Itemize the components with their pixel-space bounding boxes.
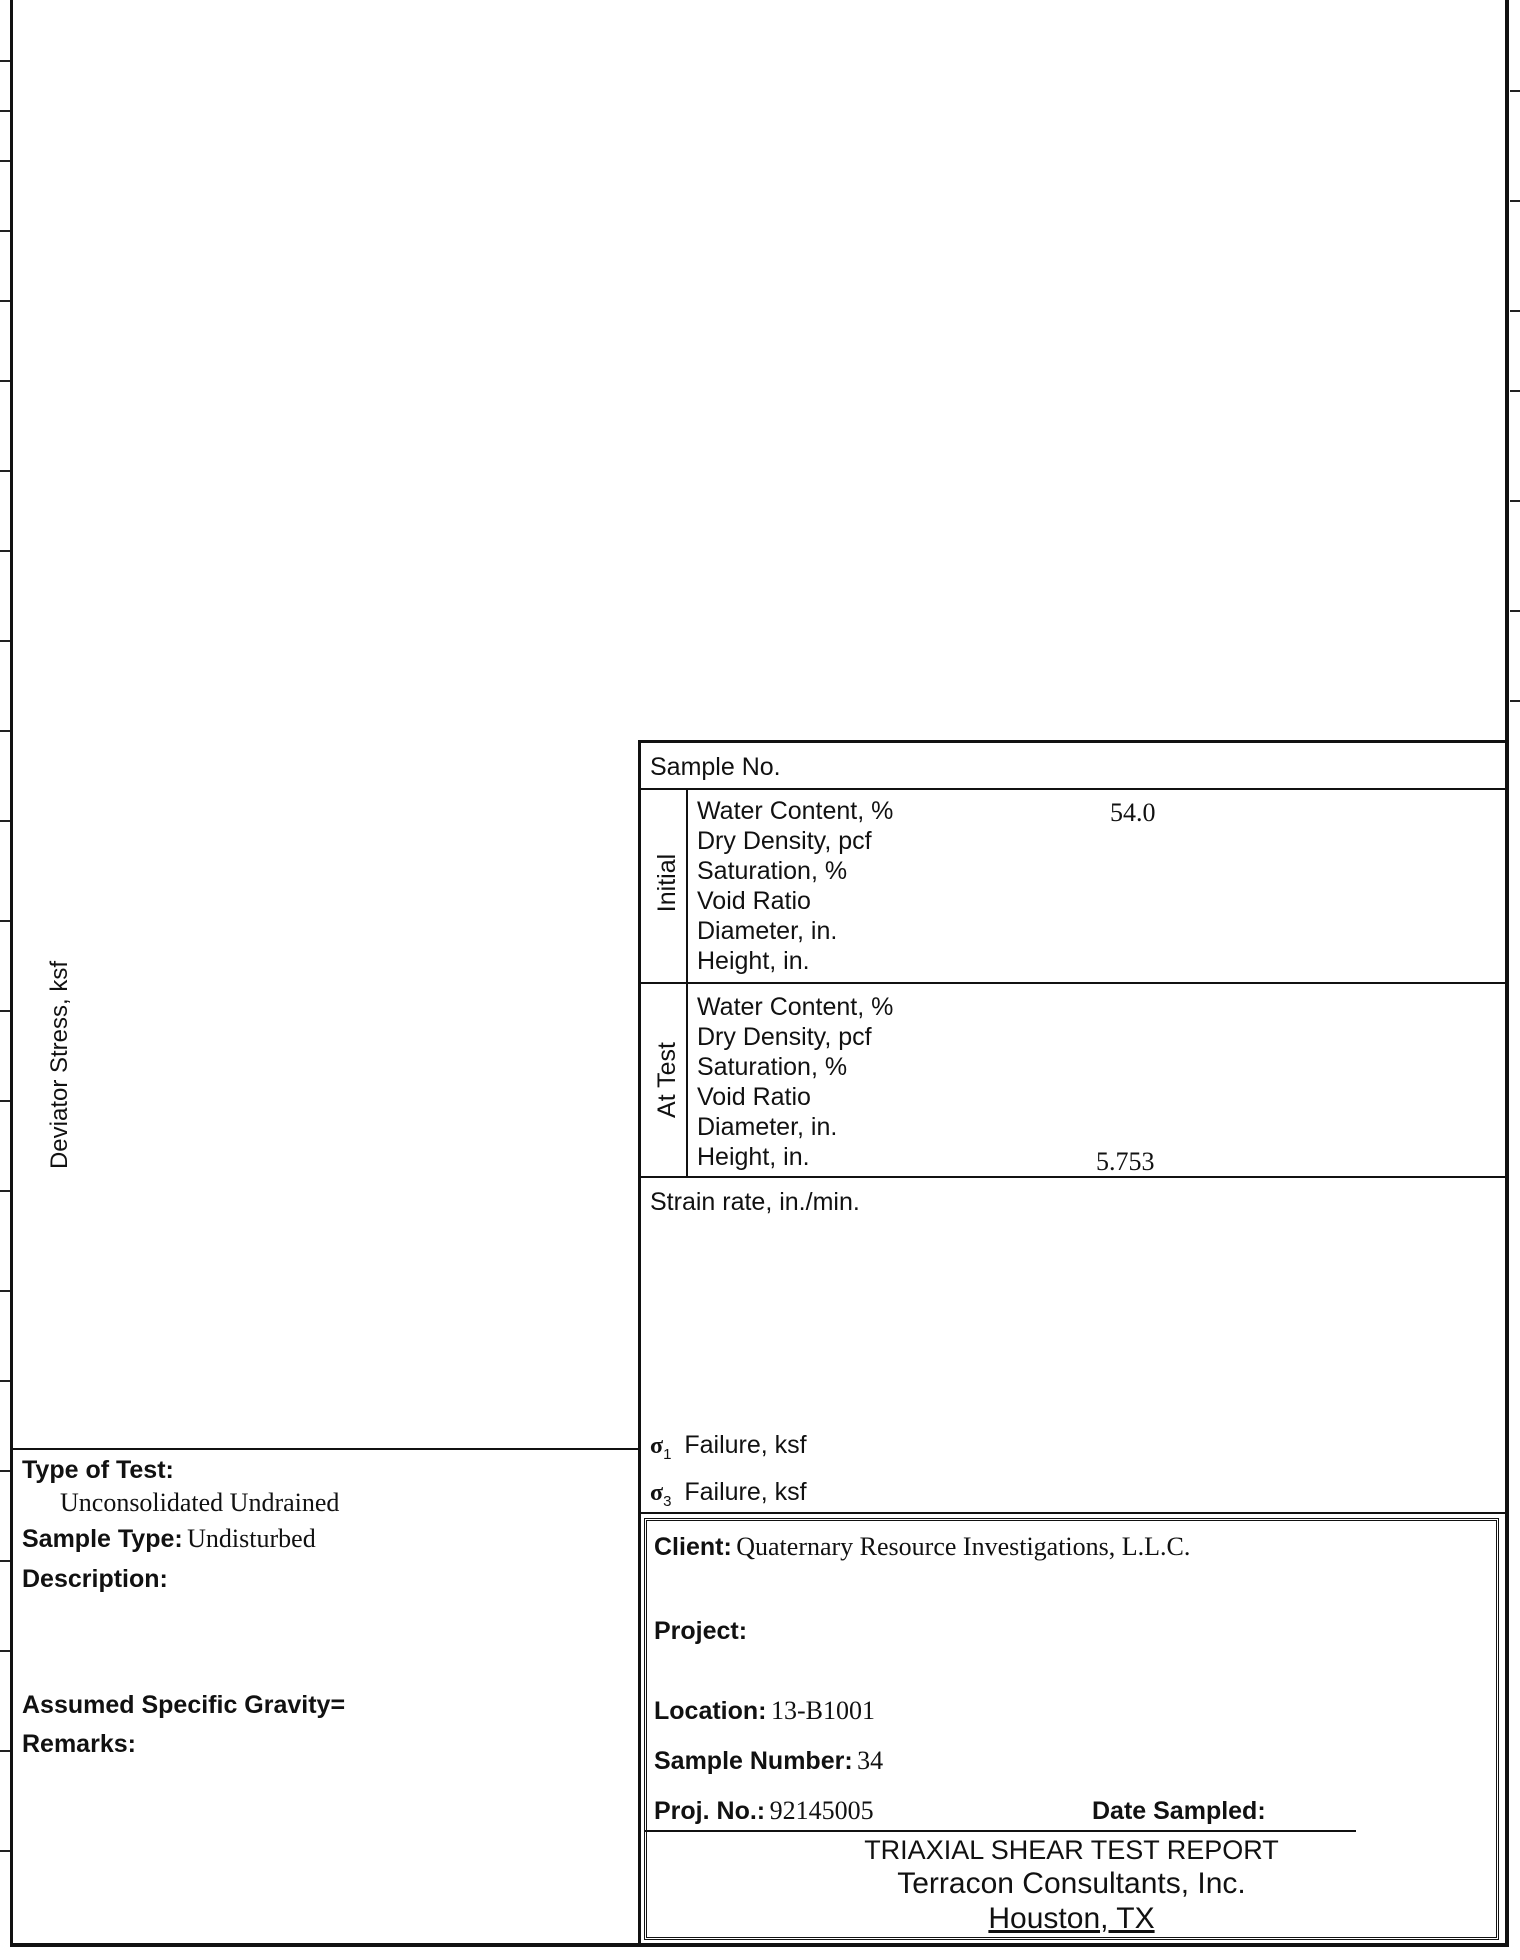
test-info-top-line (10, 1448, 640, 1450)
initial-label: Initial (653, 853, 681, 913)
description-label: Description: (22, 1565, 168, 1593)
at-test-water-content-label: Water Content, % (697, 993, 894, 1021)
date-sampled-label: Date Sampled: (1092, 1797, 1266, 1825)
initial-block-divider (638, 982, 1508, 984)
at-test-diameter-label: Diameter, in. (697, 1113, 838, 1141)
sigma1-failure-label: Failure, ksf (684, 1431, 807, 1459)
at-test-block-divider (638, 1176, 1508, 1178)
sample-number-row (654, 1742, 1484, 1784)
sigma3-subscript: 3 (663, 1493, 672, 1510)
at-test-height-value: 5.753 (1096, 1147, 1155, 1176)
sample-type-row (22, 1520, 622, 1562)
location-row (654, 1692, 1484, 1734)
frame-bottom-border (10, 1943, 1509, 1947)
initial-water-content-value: 54.0 (1110, 798, 1156, 827)
type-of-test-value: Unconsolidated Undrained (60, 1488, 340, 1517)
test-info (22, 1454, 622, 1761)
remarks-label: Remarks: (22, 1730, 136, 1758)
table-header-divider (638, 788, 1508, 790)
sigma1-row (650, 1430, 807, 1470)
client-footer-divider (644, 1830, 1356, 1832)
report-footer (644, 1834, 1499, 1936)
client-label: Client: (654, 1533, 732, 1561)
specific-gravity-label: Assumed Specific Gravity= (22, 1691, 346, 1719)
sample-number-label: Sample Number: (654, 1747, 853, 1775)
initial-saturation-label: Saturation, % (697, 857, 848, 885)
sigma3-symbol: σ (650, 1480, 664, 1506)
initial-rows (697, 796, 893, 976)
at-test-void-ratio-label: Void Ratio (697, 1083, 811, 1111)
table-left-line (638, 740, 641, 1946)
sample-no-label: Sample No. (650, 753, 781, 781)
proj-no-row (654, 1792, 1484, 1834)
company-city: Houston, TX (988, 1902, 1155, 1935)
initial-water-content-label: Water Content, % (697, 797, 894, 825)
y-axis-label: Deviator Stress, ksf (46, 960, 73, 1170)
at-test-rows (697, 992, 893, 1172)
at-test-label: At Test (653, 1042, 681, 1118)
initial-height-label: Height, in. (697, 947, 810, 975)
at-test-dry-density-label: Dry Density, pcf (697, 1023, 872, 1051)
strain-rate-label: Strain rate, in./min. (650, 1188, 860, 1216)
client-box-content (654, 1528, 1484, 1834)
sigma1-subscript: 1 (663, 1446, 672, 1463)
table-top-line (638, 740, 1508, 743)
client-box-outer-top (638, 1512, 1508, 1514)
project-label: Project: (654, 1617, 748, 1645)
client-row (654, 1528, 1484, 1570)
client-value: Quaternary Resource Investigations, L.L.C. (736, 1532, 1191, 1561)
initial-diameter-label: Diameter, in. (697, 917, 838, 945)
proj-no-label: Proj. No.: (654, 1797, 766, 1825)
company-name: Terracon Consultants, Inc. (897, 1867, 1246, 1900)
sample-type-label: Sample Type: (22, 1525, 183, 1553)
location-label: Location: (654, 1697, 767, 1725)
sample-type-value: Undisturbed (187, 1524, 316, 1553)
right-axis-ticks (1508, 0, 1520, 1940)
sigma3-row (650, 1477, 807, 1517)
proj-no-value: 92145005 (769, 1796, 874, 1825)
location-value: 13-B1001 (770, 1696, 875, 1725)
initial-dry-density-label: Dry Density, pcf (697, 827, 872, 855)
initial-void-ratio-label: Void Ratio (697, 887, 811, 915)
left-axis-ticks (0, 0, 12, 1940)
type-of-test-label: Type of Test: (22, 1456, 174, 1484)
sigma3-failure-label: Failure, ksf (684, 1478, 807, 1506)
report-title: TRIAXIAL SHEAR TEST REPORT (864, 1835, 1279, 1865)
at-test-height-label: Height, in. (697, 1143, 810, 1171)
sigma1-symbol: σ (650, 1433, 664, 1459)
at-test-saturation-label: Saturation, % (697, 1053, 848, 1081)
sample-number-value: 34 (857, 1746, 884, 1775)
